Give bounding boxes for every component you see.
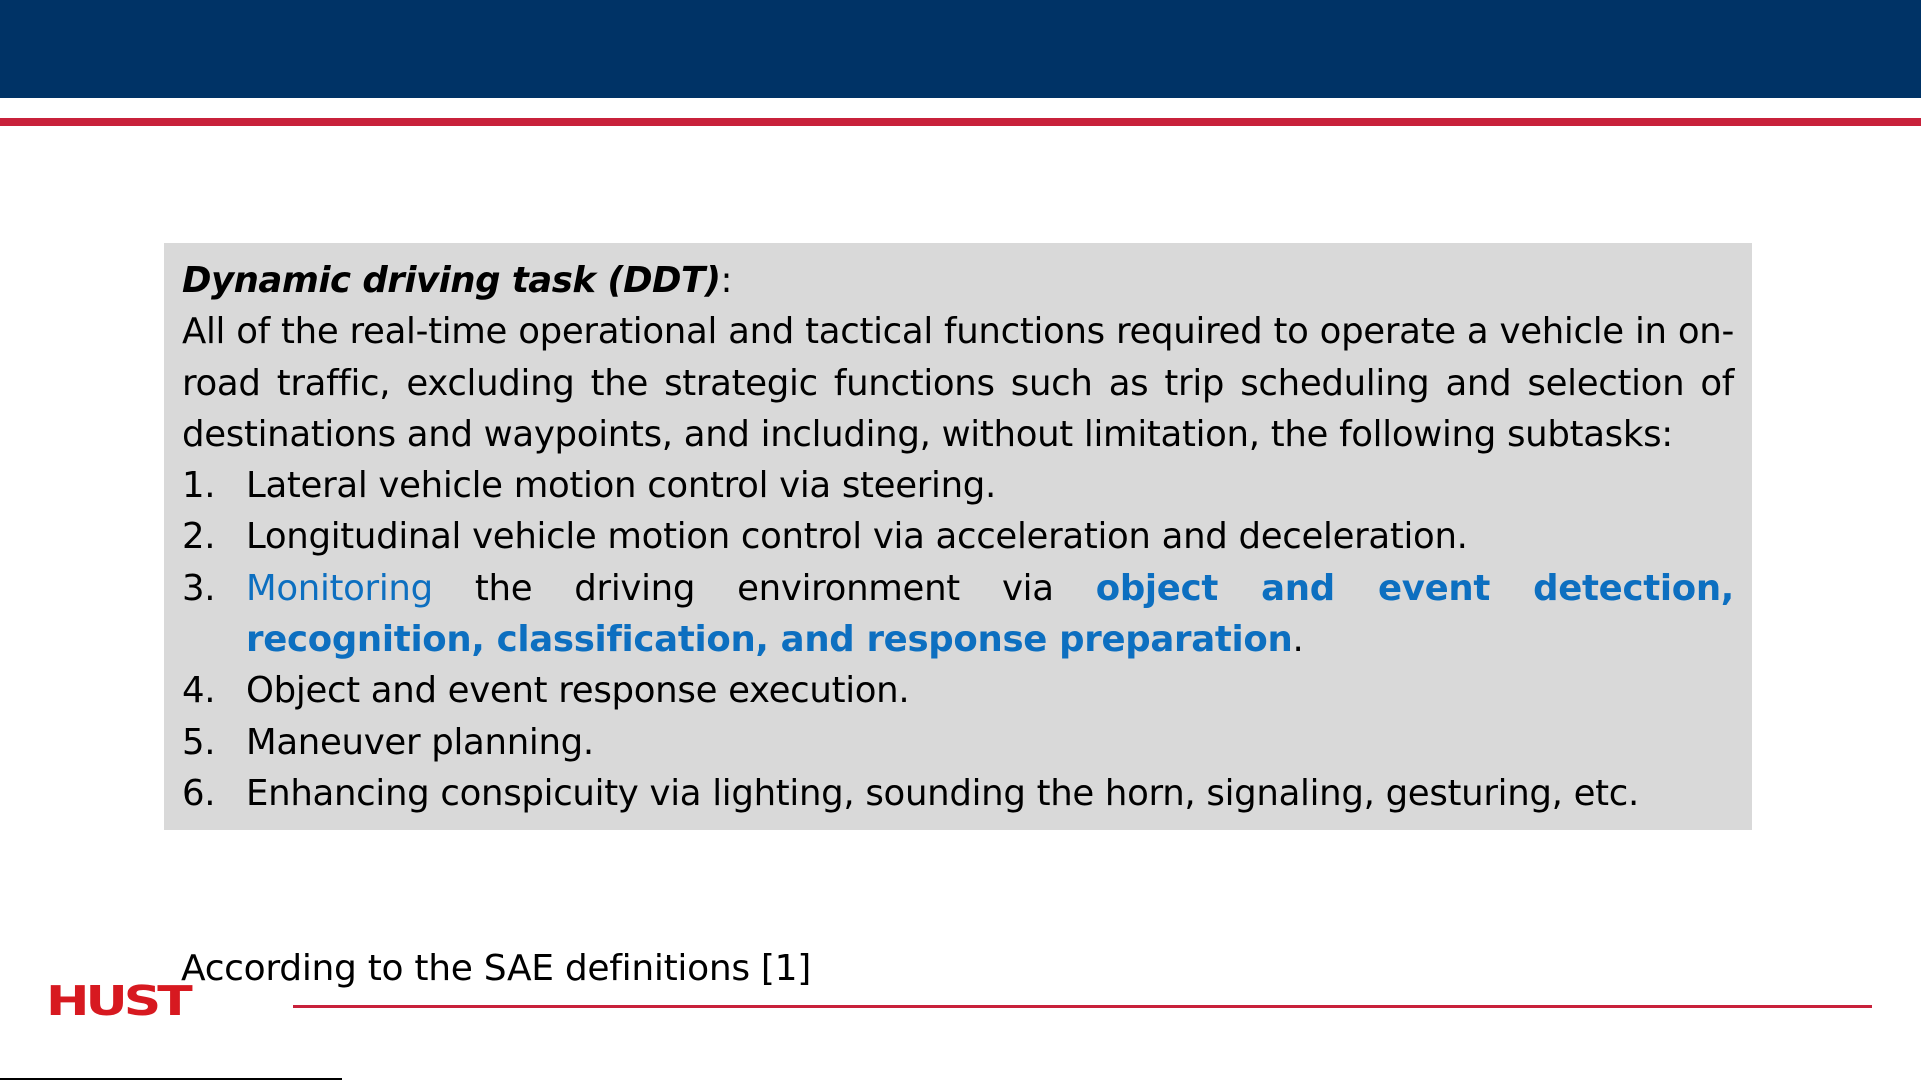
subtask-number: 1.	[182, 465, 216, 507]
subtask-highlight-monitoring: Monitoring	[246, 567, 433, 609]
footer-divider	[293, 1005, 1872, 1008]
subtask-number: 2.	[182, 516, 216, 558]
definition-heading-colon: :	[720, 260, 733, 301]
subtask-item	[182, 717, 1734, 768]
subtask-number: 4.	[182, 670, 216, 712]
subtask-item	[182, 768, 1734, 819]
subtask-number: 5.	[182, 721, 216, 763]
subtask-text: Enhancing conspicuity via lighting, sounding the horn, signaling, gesturing, etc.	[246, 772, 1639, 814]
subtask-item	[182, 460, 1734, 511]
subtask-text: Lateral vehicle motion control via steering.	[246, 465, 997, 507]
subtask-number: 3.	[182, 567, 216, 609]
definition-heading: Dynamic driving task (DDT)	[182, 260, 721, 301]
subtask-item	[182, 665, 1734, 716]
subtask-text-end: .	[1292, 619, 1304, 661]
subtask-text	[246, 563, 1734, 666]
subtask-text: Object and event response execution.	[246, 670, 910, 712]
header-bar	[0, 0, 1921, 98]
subtask-text-middle: the driving environment via	[432, 567, 1096, 609]
subtask-highlight-detection: object and event detection, recognition, classification, and response preparation	[246, 567, 1734, 661]
source-caption: According to the SAE definitions [1]	[181, 948, 812, 989]
subtask-item	[182, 563, 1734, 666]
definition-heading-line	[182, 255, 1734, 306]
subtask-item	[182, 511, 1734, 562]
header-accent-stripe	[0, 118, 1921, 126]
hust-logo: HUST	[46, 978, 189, 1025]
subtask-list	[182, 460, 1734, 819]
subtask-text: Longitudinal vehicle motion control via acceleration and deceleration.	[246, 516, 1468, 558]
definition-intro: All of the real-time operational and tactical functions required to operate a vehicle in on-road traffic, excluding the strategic functions such as trip scheduling and selection of destinations and waypoints, and including, without limitation, the following subtasks:	[182, 311, 1734, 455]
bottom-edge-line	[0, 1078, 342, 1080]
subtask-text: Maneuver planning.	[246, 721, 594, 763]
definition-box	[164, 243, 1752, 830]
subtask-number: 6.	[182, 772, 216, 814]
